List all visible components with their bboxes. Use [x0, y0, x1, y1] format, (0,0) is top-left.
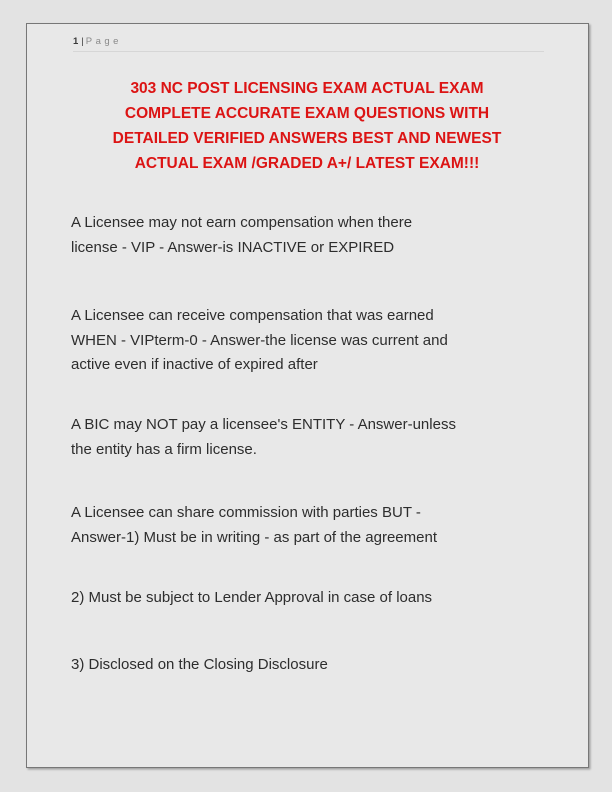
page-number: 1 [73, 36, 79, 47]
paragraph-line: active even if inactive of expired after [71, 356, 318, 373]
paragraph [71, 413, 549, 462]
title-line: COMPLETE ACCURATE EXAM QUESTIONS WITH [124, 105, 490, 122]
paragraph-line: license - VIP - Answer-is INACTIVE or EXPIRED [71, 238, 395, 256]
paragraph [71, 586, 549, 611]
page-header [73, 36, 122, 47]
paragraph [71, 653, 549, 678]
document-page [26, 23, 589, 768]
document-title [67, 76, 547, 176]
page-label: Page [85, 36, 122, 47]
paragraph-line: the entity has a firm license. [71, 440, 257, 458]
paragraph-line: 2) Must be subject to Lender Approval in case of loans [71, 589, 433, 606]
header-rule [73, 51, 544, 52]
paragraph [71, 304, 549, 378]
paragraph [71, 501, 549, 550]
paragraph-line: A Licensee can receive compensation that was earned [71, 307, 434, 324]
paragraph-line: Answer-1) Must be in writing - as part of the agreement [71, 528, 437, 546]
paragraph-line: A Licensee may not earn compensation when there [71, 214, 413, 231]
title-line: 303 NC POST LICENSING EXAM ACTUAL EXAM [130, 80, 484, 97]
paragraph-line: A Licensee can share commission with parties BUT - [71, 504, 421, 521]
title-line: ACTUAL EXAM /GRADED A+/ LATEST EXAM!!! [134, 155, 480, 172]
paragraph-line: 3) Disclosed on the Closing Disclosure [71, 656, 328, 673]
paragraph-line: A BIC may NOT pay a licensee's ENTITY - Answer-unless [71, 416, 456, 433]
paragraph [71, 211, 549, 260]
paragraph-line: WHEN - VIPterm-0 - Answer-the license was current and [71, 331, 448, 349]
title-line: DETAILED VERIFIED ANSWERS BEST AND NEWEST [112, 130, 502, 147]
header-separator: | [81, 36, 84, 47]
